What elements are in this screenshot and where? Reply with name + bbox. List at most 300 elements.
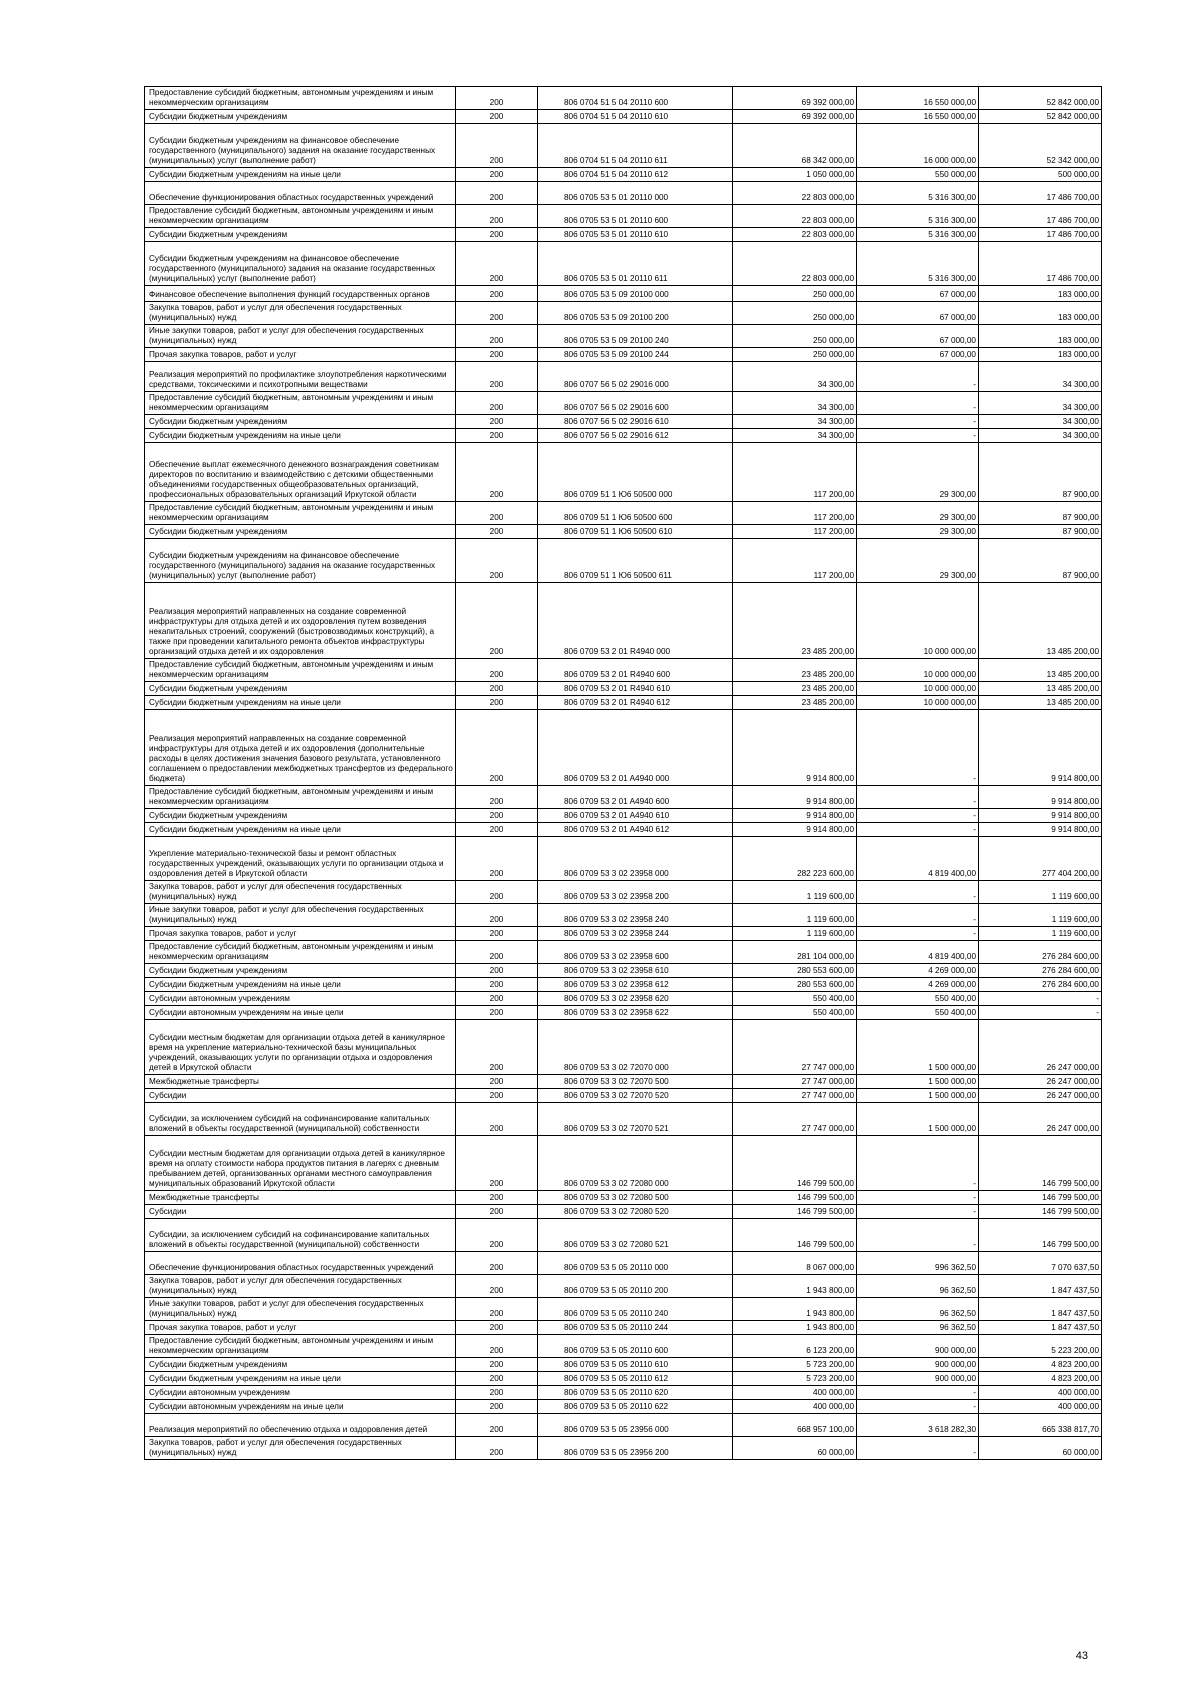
row-code-cell: 200 xyxy=(456,429,538,443)
row-kbk-cell: 806 0705 53 5 09 20100 200 xyxy=(538,302,733,325)
row-kbk-cell: 806 0709 53 3 02 72070 520 xyxy=(538,1089,733,1103)
row-kbk-cell: 806 0709 53 2 01 R4940 000 xyxy=(538,583,733,659)
row-unexecuted-cell: 13 485 200,00 xyxy=(979,659,1102,682)
row-unexecuted-cell: 9 914 800,00 xyxy=(979,786,1102,809)
row-unexecuted-cell: 87 900,00 xyxy=(979,539,1102,583)
row-name-cell: Субсидии, за исключением субсидий на софинансирование капитальных вложений в объекты государственной (муниципальной) собственности xyxy=(145,1219,456,1252)
row-executed-cell: 996 362,50 xyxy=(857,1252,979,1275)
row-name-cell: Обеспечение функционирования областных государственных учреждений xyxy=(145,1252,456,1275)
row-name-cell: Субсидии xyxy=(145,1205,456,1219)
row-unexecuted-cell: 7 070 637,50 xyxy=(979,1252,1102,1275)
row-kbk-cell: 806 0709 51 1 Ю6 50500 600 xyxy=(538,502,733,525)
row-executed-cell: 1 500 000,00 xyxy=(857,1075,979,1089)
table-row xyxy=(145,1372,1102,1386)
row-executed-cell: 16 000 000,00 xyxy=(857,124,979,168)
row-name-cell: Субсидии бюджетным учреждениям на иные цели xyxy=(145,696,456,710)
row-unexecuted-cell: 4 823 200,00 xyxy=(979,1358,1102,1372)
row-name-cell: Субсидии бюджетным учреждениям xyxy=(145,228,456,242)
row-code-cell: 200 xyxy=(456,786,538,809)
row-approved-cell: 250 000,00 xyxy=(733,348,857,362)
row-code-cell: 200 xyxy=(456,124,538,168)
row-code-cell: 200 xyxy=(456,228,538,242)
row-code-cell: 200 xyxy=(456,1006,538,1020)
row-executed-cell: - xyxy=(857,881,979,904)
row-unexecuted-cell: 276 284 600,00 xyxy=(979,978,1102,992)
row-name-cell: Иные закупки товаров, работ и услуг для обеспечения государственных (муниципальных) нужд xyxy=(145,904,456,927)
row-code-cell: 200 xyxy=(456,881,538,904)
table-row xyxy=(145,1298,1102,1321)
row-name-cell: Субсидии, за исключением субсидий на софинансирование капитальных вложений в объекты государственной (муниципальной) собственности xyxy=(145,1103,456,1136)
row-kbk-cell: 806 0705 53 5 09 20100 244 xyxy=(538,348,733,362)
row-executed-cell: 29 300,00 xyxy=(857,443,979,502)
row-unexecuted-cell: 26 247 000,00 xyxy=(979,1075,1102,1089)
row-unexecuted-cell: 1 847 437,50 xyxy=(979,1275,1102,1298)
row-executed-cell: - xyxy=(857,1205,979,1219)
row-executed-cell: - xyxy=(857,904,979,927)
row-code-cell: 200 xyxy=(456,443,538,502)
row-name-cell: Укрепление материально-технической базы и ремонт областных государственных учреждений, оказывающих услуги по организации отдыха и оздоровления детей в Иркутской области xyxy=(145,837,456,881)
row-code-cell: 200 xyxy=(456,941,538,964)
row-name-cell: Предоставление субсидий бюджетным, автономным учреждениям и иным некоммерческим организациям xyxy=(145,941,456,964)
row-kbk-cell: 806 0709 53 5 05 23956 200 xyxy=(538,1437,733,1460)
row-code-cell: 200 xyxy=(456,1321,538,1335)
row-approved-cell: 1 119 600,00 xyxy=(733,881,857,904)
row-kbk-cell: 806 0707 56 5 02 29016 612 xyxy=(538,429,733,443)
row-kbk-cell: 806 0709 53 3 02 23958 622 xyxy=(538,1006,733,1020)
row-name-cell: Обеспечение выплат ежемесячного денежного вознаграждения советникам директоров по воспитанию и взаимодействию с детскими общественными объединениями государственных общеобразовательных организаций, профессиональных образовательных организаций Иркутской области xyxy=(145,443,456,502)
row-kbk-cell: 806 0709 53 5 05 23956 000 xyxy=(538,1414,733,1437)
row-name-cell: Предоставление субсидий бюджетным, автономным учреждениям и иным некоммерческим организациям xyxy=(145,659,456,682)
row-approved-cell: 23 485 200,00 xyxy=(733,682,857,696)
row-name-cell: Межбюджетные трансферты xyxy=(145,1075,456,1089)
row-approved-cell: 27 747 000,00 xyxy=(733,1089,857,1103)
row-unexecuted-cell: 17 486 700,00 xyxy=(979,205,1102,228)
row-kbk-cell: 806 0709 53 5 05 20110 620 xyxy=(538,1386,733,1400)
row-unexecuted-cell: 60 000,00 xyxy=(979,1437,1102,1460)
row-code-cell: 200 xyxy=(456,242,538,286)
table-row xyxy=(145,1219,1102,1252)
row-name-cell: Субсидии бюджетным учреждениям на финансовое обеспечение государственного (муниципального) задания на оказание государственных (муниципальных) услуг (выполнение работ) xyxy=(145,539,456,583)
row-unexecuted-cell: - xyxy=(979,992,1102,1006)
table-row xyxy=(145,978,1102,992)
row-kbk-cell: 806 0705 53 5 01 20110 611 xyxy=(538,242,733,286)
row-unexecuted-cell: 87 900,00 xyxy=(979,525,1102,539)
row-name-cell: Закупка товаров, работ и услуг для обеспечения государственных (муниципальных) нужд xyxy=(145,302,456,325)
row-unexecuted-cell: 276 284 600,00 xyxy=(979,964,1102,978)
row-code-cell: 200 xyxy=(456,696,538,710)
row-code-cell: 200 xyxy=(456,1219,538,1252)
row-code-cell: 200 xyxy=(456,325,538,348)
row-approved-cell: 1 943 800,00 xyxy=(733,1275,857,1298)
row-code-cell: 200 xyxy=(456,1103,538,1136)
row-code-cell: 200 xyxy=(456,1400,538,1414)
row-approved-cell: 5 723 200,00 xyxy=(733,1372,857,1386)
row-kbk-cell: 806 0709 51 1 Ю6 50500 000 xyxy=(538,443,733,502)
row-executed-cell: 5 316 300,00 xyxy=(857,242,979,286)
row-executed-cell: 1 500 000,00 xyxy=(857,1089,979,1103)
row-executed-cell: 5 316 300,00 xyxy=(857,228,979,242)
row-kbk-cell: 806 0709 51 1 Ю6 50500 610 xyxy=(538,525,733,539)
row-unexecuted-cell: 17 486 700,00 xyxy=(979,242,1102,286)
row-name-cell: Субсидии бюджетным учреждениям на иные цели xyxy=(145,168,456,182)
row-name-cell: Предоставление субсидий бюджетным, автономным учреждениям и иным некоммерческим организациям xyxy=(145,786,456,809)
row-code-cell: 200 xyxy=(456,1252,538,1275)
row-code-cell: 200 xyxy=(456,964,538,978)
row-executed-cell: 550 400,00 xyxy=(857,1006,979,1020)
row-executed-cell: 67 000,00 xyxy=(857,348,979,362)
row-approved-cell: 60 000,00 xyxy=(733,1437,857,1460)
row-code-cell: 200 xyxy=(456,1020,538,1075)
page-number: 43 xyxy=(1075,1650,1088,1662)
table-row xyxy=(145,1252,1102,1275)
table-row xyxy=(145,710,1102,786)
row-code-cell: 200 xyxy=(456,1386,538,1400)
row-code-cell: 200 xyxy=(456,1358,538,1372)
row-kbk-cell: 806 0709 53 5 05 20110 612 xyxy=(538,1372,733,1386)
row-approved-cell: 117 200,00 xyxy=(733,443,857,502)
row-unexecuted-cell: 1 847 437,50 xyxy=(979,1321,1102,1335)
row-code-cell: 200 xyxy=(456,205,538,228)
row-executed-cell: 96 362,50 xyxy=(857,1321,979,1335)
row-executed-cell: 4 819 400,00 xyxy=(857,837,979,881)
row-kbk-cell: 806 0705 53 5 01 20110 000 xyxy=(538,182,733,205)
row-executed-cell: 1 500 000,00 xyxy=(857,1103,979,1136)
row-kbk-cell: 806 0709 53 2 01 R4940 612 xyxy=(538,696,733,710)
row-approved-cell: 282 223 600,00 xyxy=(733,837,857,881)
row-unexecuted-cell: 13 485 200,00 xyxy=(979,682,1102,696)
row-unexecuted-cell: 146 799 500,00 xyxy=(979,1191,1102,1205)
row-name-cell: Субсидии бюджетным учреждениям на иные цели xyxy=(145,1372,456,1386)
row-kbk-cell: 806 0709 53 2 01 R4940 600 xyxy=(538,659,733,682)
row-executed-cell: 4 819 400,00 xyxy=(857,941,979,964)
row-name-cell: Субсидии бюджетным учреждениям xyxy=(145,110,456,124)
row-approved-cell: 68 342 000,00 xyxy=(733,124,857,168)
row-unexecuted-cell: 9 914 800,00 xyxy=(979,710,1102,786)
row-kbk-cell: 806 0704 51 5 04 20110 612 xyxy=(538,168,733,182)
row-executed-cell: 67 000,00 xyxy=(857,302,979,325)
row-approved-cell: 1 119 600,00 xyxy=(733,927,857,941)
row-name-cell: Закупка товаров, работ и услуг для обеспечения государственных (муниципальных) нужд xyxy=(145,1275,456,1298)
row-name-cell: Закупка товаров, работ и услуг для обеспечения государственных (муниципальных) нужд xyxy=(145,1437,456,1460)
row-executed-cell: 550 400,00 xyxy=(857,992,979,1006)
row-code-cell: 200 xyxy=(456,1089,538,1103)
row-executed-cell: 5 316 300,00 xyxy=(857,182,979,205)
row-unexecuted-cell: 500 000,00 xyxy=(979,168,1102,182)
row-approved-cell: 9 914 800,00 xyxy=(733,823,857,837)
row-unexecuted-cell: 13 485 200,00 xyxy=(979,583,1102,659)
row-code-cell: 200 xyxy=(456,927,538,941)
row-unexecuted-cell: 87 900,00 xyxy=(979,502,1102,525)
row-code-cell: 200 xyxy=(456,1275,538,1298)
table-row xyxy=(145,443,1102,502)
row-kbk-cell: 806 0709 53 5 05 20110 244 xyxy=(538,1321,733,1335)
row-unexecuted-cell: 146 799 500,00 xyxy=(979,1136,1102,1191)
row-executed-cell: 10 000 000,00 xyxy=(857,583,979,659)
row-code-cell: 200 xyxy=(456,87,538,110)
row-executed-cell: - xyxy=(857,1136,979,1191)
row-executed-cell: 16 550 000,00 xyxy=(857,87,979,110)
row-name-cell: Прочая закупка товаров, работ и услуг xyxy=(145,927,456,941)
row-name-cell: Субсидии автономным учреждениям xyxy=(145,992,456,1006)
row-code-cell: 200 xyxy=(456,823,538,837)
row-code-cell: 200 xyxy=(456,837,538,881)
row-kbk-cell: 806 0709 53 2 01 A4940 612 xyxy=(538,823,733,837)
row-name-cell: Субсидии бюджетным учреждениям xyxy=(145,415,456,429)
row-executed-cell: 10 000 000,00 xyxy=(857,682,979,696)
row-kbk-cell: 806 0707 56 5 02 29016 610 xyxy=(538,415,733,429)
row-executed-cell: 4 269 000,00 xyxy=(857,964,979,978)
row-approved-cell: 400 000,00 xyxy=(733,1400,857,1414)
row-name-cell: Субсидии бюджетным учреждениям на иные цели xyxy=(145,823,456,837)
table-row xyxy=(145,87,1102,110)
row-unexecuted-cell: 52 842 000,00 xyxy=(979,110,1102,124)
table-row xyxy=(145,1358,1102,1372)
row-approved-cell: 1 943 800,00 xyxy=(733,1298,857,1321)
table-row xyxy=(145,992,1102,1006)
row-approved-cell: 69 392 000,00 xyxy=(733,110,857,124)
row-unexecuted-cell: 1 119 600,00 xyxy=(979,927,1102,941)
row-kbk-cell: 806 0709 53 5 05 20110 622 xyxy=(538,1400,733,1414)
row-approved-cell: 250 000,00 xyxy=(733,302,857,325)
row-executed-cell: 96 362,50 xyxy=(857,1275,979,1298)
row-executed-cell: - xyxy=(857,392,979,415)
table-row xyxy=(145,1020,1102,1075)
row-executed-cell: - xyxy=(857,1386,979,1400)
table-row xyxy=(145,525,1102,539)
row-name-cell: Закупка товаров, работ и услуг для обеспечения государственных (муниципальных) нужд xyxy=(145,881,456,904)
row-unexecuted-cell: - xyxy=(979,1006,1102,1020)
row-executed-cell: 3 618 282,30 xyxy=(857,1414,979,1437)
row-unexecuted-cell: 146 799 500,00 xyxy=(979,1219,1102,1252)
row-code-cell: 200 xyxy=(456,415,538,429)
row-executed-cell: - xyxy=(857,429,979,443)
row-approved-cell: 23 485 200,00 xyxy=(733,696,857,710)
row-name-cell: Финансовое обеспечение выполнения функций государственных органов xyxy=(145,286,456,302)
row-unexecuted-cell: 34 300,00 xyxy=(979,392,1102,415)
row-code-cell: 200 xyxy=(456,710,538,786)
table-row xyxy=(145,348,1102,362)
row-kbk-cell: 806 0709 53 3 02 72080 000 xyxy=(538,1136,733,1191)
row-approved-cell: 9 914 800,00 xyxy=(733,710,857,786)
row-approved-cell: 280 553 600,00 xyxy=(733,964,857,978)
row-code-cell: 200 xyxy=(456,525,538,539)
row-code-cell: 200 xyxy=(456,1075,538,1089)
row-executed-cell: 550 000,00 xyxy=(857,168,979,182)
row-kbk-cell: 806 0709 53 5 05 20110 240 xyxy=(538,1298,733,1321)
table-row xyxy=(145,124,1102,168)
row-name-cell: Субсидии бюджетным учреждениям на иные цели xyxy=(145,978,456,992)
row-unexecuted-cell: 34 300,00 xyxy=(979,415,1102,429)
row-executed-cell: 10 000 000,00 xyxy=(857,659,979,682)
row-kbk-cell: 806 0705 53 5 09 20100 000 xyxy=(538,286,733,302)
row-code-cell: 200 xyxy=(456,286,538,302)
row-unexecuted-cell: 52 842 000,00 xyxy=(979,87,1102,110)
row-approved-cell: 69 392 000,00 xyxy=(733,87,857,110)
table-row xyxy=(145,786,1102,809)
row-unexecuted-cell: 17 486 700,00 xyxy=(979,228,1102,242)
table-row xyxy=(145,1089,1102,1103)
row-code-cell: 200 xyxy=(456,182,538,205)
row-kbk-cell: 806 0709 53 3 02 72080 500 xyxy=(538,1191,733,1205)
row-unexecuted-cell: 1 119 600,00 xyxy=(979,881,1102,904)
row-approved-cell: 146 799 500,00 xyxy=(733,1136,857,1191)
row-kbk-cell: 806 0705 53 5 01 20110 600 xyxy=(538,205,733,228)
row-code-cell: 200 xyxy=(456,1298,538,1321)
row-approved-cell: 146 799 500,00 xyxy=(733,1219,857,1252)
row-name-cell: Субсидии xyxy=(145,1089,456,1103)
row-kbk-cell: 806 0709 53 5 05 20110 600 xyxy=(538,1335,733,1358)
table-row xyxy=(145,1437,1102,1460)
row-code-cell: 200 xyxy=(456,1335,538,1358)
row-unexecuted-cell: 4 823 200,00 xyxy=(979,1372,1102,1386)
row-approved-cell: 34 300,00 xyxy=(733,362,857,392)
row-name-cell: Субсидии местным бюджетам для организации отдыха детей в каникулярное время на оплату стоимости набора продуктов питания в лагерях с дневным пребыванием детей, организованных органами местного самоуправления муниципальных образований Иркутской области xyxy=(145,1136,456,1191)
row-kbk-cell: 806 0707 56 5 02 29016 000 xyxy=(538,362,733,392)
row-code-cell: 200 xyxy=(456,302,538,325)
row-code-cell: 200 xyxy=(456,1437,538,1460)
row-kbk-cell: 806 0709 53 3 02 72070 000 xyxy=(538,1020,733,1075)
table-row xyxy=(145,1136,1102,1191)
row-executed-cell: - xyxy=(857,1437,979,1460)
table-row xyxy=(145,941,1102,964)
table-row xyxy=(145,168,1102,182)
table-row xyxy=(145,1006,1102,1020)
row-code-cell: 200 xyxy=(456,502,538,525)
row-name-cell: Субсидии автономным учреждениям на иные цели xyxy=(145,1006,456,1020)
row-approved-cell: 23 485 200,00 xyxy=(733,583,857,659)
row-name-cell: Прочая закупка товаров, работ и услуг xyxy=(145,348,456,362)
row-unexecuted-cell: 34 300,00 xyxy=(979,362,1102,392)
row-name-cell: Предоставление субсидий бюджетным, автономным учреждениям и иным некоммерческим организациям xyxy=(145,502,456,525)
row-unexecuted-cell: 183 000,00 xyxy=(979,325,1102,348)
table-row xyxy=(145,809,1102,823)
table-row xyxy=(145,1103,1102,1136)
row-kbk-cell: 806 0709 53 3 02 23958 610 xyxy=(538,964,733,978)
row-code-cell: 200 xyxy=(456,392,538,415)
row-approved-cell: 8 067 000,00 xyxy=(733,1252,857,1275)
table-row xyxy=(145,325,1102,348)
row-kbk-cell: 806 0709 53 2 01 R4940 610 xyxy=(538,682,733,696)
row-unexecuted-cell: 183 000,00 xyxy=(979,286,1102,302)
row-unexecuted-cell: 146 799 500,00 xyxy=(979,1205,1102,1219)
row-name-cell: Прочая закупка товаров, работ и услуг xyxy=(145,1321,456,1335)
row-executed-cell: 900 000,00 xyxy=(857,1372,979,1386)
row-approved-cell: 22 803 000,00 xyxy=(733,182,857,205)
row-executed-cell: 1 500 000,00 xyxy=(857,1020,979,1075)
table-row xyxy=(145,696,1102,710)
row-unexecuted-cell: 26 247 000,00 xyxy=(979,1089,1102,1103)
row-executed-cell: - xyxy=(857,927,979,941)
row-unexecuted-cell: 400 000,00 xyxy=(979,1386,1102,1400)
row-unexecuted-cell: 1 119 600,00 xyxy=(979,904,1102,927)
table-row xyxy=(145,1321,1102,1335)
row-name-cell: Субсидии местным бюджетам для организации отдыха детей в каникулярное время на укрепление материально-технической базы муниципальных учреждений, оказывающих услуги по организации отдыха и оздоровления детей в Иркутской области xyxy=(145,1020,456,1075)
row-kbk-cell: 806 0704 51 5 04 20110 600 xyxy=(538,87,733,110)
row-approved-cell: 1 050 000,00 xyxy=(733,168,857,182)
row-unexecuted-cell: 1 847 437,50 xyxy=(979,1298,1102,1321)
row-code-cell: 200 xyxy=(456,1136,538,1191)
row-name-cell: Реализация мероприятий направленных на создание современной инфраструктуры для отдыха детей и их оздоровления путем возведения некапитальных строений, сооружений (быстровозводимых конструкций), а также при проведении капитального ремонта объектов инфраструктуры организаций отдыха детей и их оздоровления xyxy=(145,583,456,659)
row-code-cell: 200 xyxy=(456,659,538,682)
table-row xyxy=(145,823,1102,837)
row-approved-cell: 117 200,00 xyxy=(733,502,857,525)
row-executed-cell: 29 300,00 xyxy=(857,502,979,525)
row-approved-cell: 34 300,00 xyxy=(733,429,857,443)
row-unexecuted-cell: 276 284 600,00 xyxy=(979,941,1102,964)
table-row xyxy=(145,583,1102,659)
row-executed-cell: 96 362,50 xyxy=(857,1298,979,1321)
row-unexecuted-cell: 5 223 200,00 xyxy=(979,1335,1102,1358)
row-executed-cell: - xyxy=(857,809,979,823)
table-row xyxy=(145,1386,1102,1400)
row-approved-cell: 6 123 200,00 xyxy=(733,1335,857,1358)
row-code-cell: 200 xyxy=(456,904,538,927)
row-kbk-cell: 806 0709 53 3 02 23958 244 xyxy=(538,927,733,941)
row-name-cell: Предоставление субсидий бюджетным, автономным учреждениям и иным некоммерческим организациям xyxy=(145,1335,456,1358)
table-row xyxy=(145,539,1102,583)
row-executed-cell: 29 300,00 xyxy=(857,525,979,539)
table-row xyxy=(145,286,1102,302)
table-row xyxy=(145,182,1102,205)
row-approved-cell: 22 803 000,00 xyxy=(733,205,857,228)
row-name-cell: Субсидии бюджетным учреждениям xyxy=(145,525,456,539)
row-name-cell: Субсидии бюджетным учреждениям xyxy=(145,682,456,696)
table-row xyxy=(145,242,1102,286)
table-row xyxy=(145,110,1102,124)
row-approved-cell: 27 747 000,00 xyxy=(733,1103,857,1136)
row-approved-cell: 34 300,00 xyxy=(733,392,857,415)
row-approved-cell: 5 723 200,00 xyxy=(733,1358,857,1372)
table-row xyxy=(145,415,1102,429)
row-unexecuted-cell: 183 000,00 xyxy=(979,348,1102,362)
table-row xyxy=(145,659,1102,682)
row-executed-cell: - xyxy=(857,710,979,786)
row-code-cell: 200 xyxy=(456,682,538,696)
row-unexecuted-cell: 9 914 800,00 xyxy=(979,809,1102,823)
row-executed-cell: 16 550 000,00 xyxy=(857,110,979,124)
table-row xyxy=(145,502,1102,525)
table-body xyxy=(145,87,1102,1460)
row-approved-cell: 9 914 800,00 xyxy=(733,809,857,823)
row-name-cell: Субсидии бюджетным учреждениям xyxy=(145,809,456,823)
row-kbk-cell: 806 0705 53 5 09 20100 240 xyxy=(538,325,733,348)
row-approved-cell: 117 200,00 xyxy=(733,525,857,539)
row-executed-cell: 10 000 000,00 xyxy=(857,696,979,710)
row-name-cell: Предоставление субсидий бюджетным, автономным учреждениям и иным некоммерческим организациям xyxy=(145,87,456,110)
row-code-cell: 200 xyxy=(456,539,538,583)
row-approved-cell: 27 747 000,00 xyxy=(733,1075,857,1089)
row-approved-cell: 146 799 500,00 xyxy=(733,1205,857,1219)
table-row xyxy=(145,392,1102,415)
row-approved-cell: 280 553 600,00 xyxy=(733,978,857,992)
row-kbk-cell: 806 0704 51 5 04 20110 610 xyxy=(538,110,733,124)
row-approved-cell: 22 803 000,00 xyxy=(733,228,857,242)
row-kbk-cell: 806 0709 53 3 02 23958 612 xyxy=(538,978,733,992)
row-executed-cell: 900 000,00 xyxy=(857,1358,979,1372)
row-approved-cell: 400 000,00 xyxy=(733,1386,857,1400)
row-kbk-cell: 806 0709 53 2 01 A4940 600 xyxy=(538,786,733,809)
row-code-cell: 200 xyxy=(456,362,538,392)
row-name-cell: Обеспечение функционирования областных государственных учреждений xyxy=(145,182,456,205)
table-row xyxy=(145,1205,1102,1219)
row-executed-cell: - xyxy=(857,415,979,429)
row-approved-cell: 146 799 500,00 xyxy=(733,1191,857,1205)
row-unexecuted-cell: 26 247 000,00 xyxy=(979,1103,1102,1136)
budget-execution-table xyxy=(144,86,1102,1460)
row-code-cell: 200 xyxy=(456,348,538,362)
row-code-cell: 200 xyxy=(456,168,538,182)
row-code-cell: 200 xyxy=(456,978,538,992)
